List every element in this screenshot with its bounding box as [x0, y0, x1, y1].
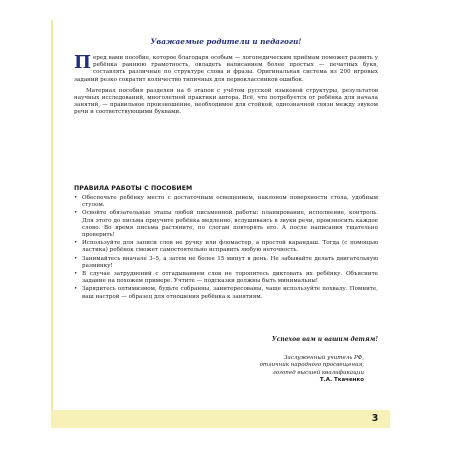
bullet-icon: • [74, 195, 78, 201]
intro-paragraph-1-text: еред вами пособие, которое благодаря особым — логопедическим приёмам поможет развить у ребёнка раннюю грамотность, овладеть написанием более простых — печатных букв, составлять различные по структуре слова и фразы. Оригинальная система из 200 игровых заданий резко сократит количество типичных для первоклассников ошибок. [74, 55, 378, 83]
rule-item [74, 271, 378, 285]
closing-wish: Успехов вам и вашим детям! [271, 336, 378, 343]
footer-band [51, 410, 390, 428]
bullet-icon: • [74, 255, 78, 262]
page-heading: Уважаемые родители и педагоги! [150, 37, 302, 46]
rule-text: В случае затруднений с отгадыванием слов не торопитесь диктовать их ребёнку. Объясните задание на похожем примере. Учтите — подсказки должны быть минимальны! [82, 271, 378, 285]
bullet-icon: • [74, 240, 78, 247]
rules-list [74, 195, 378, 302]
rule-item [74, 240, 378, 254]
rule-text: Используйте для записи слов не ручку или фломастер, а простой карандаш. Тогда (с помощью ластика) ребёнок сможет самостоятельно исправить любую неточность. [82, 240, 378, 254]
rule-text: Освойте обязательные этапы любой письменной работы: планирование, исполнение, контроль. Для этого до письма приучите ребёнка медленно, вслушиваясь в звуки речи, произносить каждое слово. Во время письма растяните, по слогам повторять его. А после написания тщательно проверить! [82, 210, 378, 239]
bullet-icon: • [74, 210, 78, 217]
intro-paragraph-2: Материал пособия разделен на 6 этапов с учётом русской языковой структуры, результатов научных исследований, многолетней практики автора. Всё, что потребуется от ребёнка для начала занятий, — правильное произношение, необходимое для стойкой, однозначной связи между звуком речи и соответствующими буквами. [74, 87, 378, 116]
rule-item [74, 195, 378, 209]
rule-text: Занимайтесь вначале 3–5, а затем не более 15 минут в день. Не забывайте делать двигательную разминку! [82, 255, 378, 269]
rule-text: Обеспечьте ребёнку место с достаточным освещением, наклоном поверхности стола, удобным стулом. [82, 195, 378, 209]
rule-text: Зарядитесь оптимизмом, будьте собранны, заинтересованы, чаще используйте похвалу. Помните, ваш настрой — образец для отношения ребёнка к занятиям. [82, 286, 378, 300]
drop-cap: П [74, 52, 91, 73]
rules-title: ПРАВИЛА РАБОТЫ С ПОСОБИЕМ [74, 185, 193, 192]
bullet-icon: • [74, 286, 78, 293]
rule-item [74, 286, 378, 300]
rule-item [74, 256, 378, 270]
rule-item [74, 210, 378, 239]
margin-rule [51, 20, 53, 410]
bullet-icon: • [74, 271, 78, 278]
intro-section [74, 52, 378, 121]
intro-paragraph-1 [74, 52, 378, 84]
signature-line-2: отличник народного просвещения, [259, 362, 364, 369]
author-name: Т.А. Ткаченко [319, 377, 364, 384]
signature-line-3: логопед высшей квалификации [272, 369, 364, 376]
page-number: 3 [371, 413, 379, 424]
signature-line-1: Заслуженный учитель РФ, [284, 355, 364, 361]
signature-block [74, 355, 364, 385]
